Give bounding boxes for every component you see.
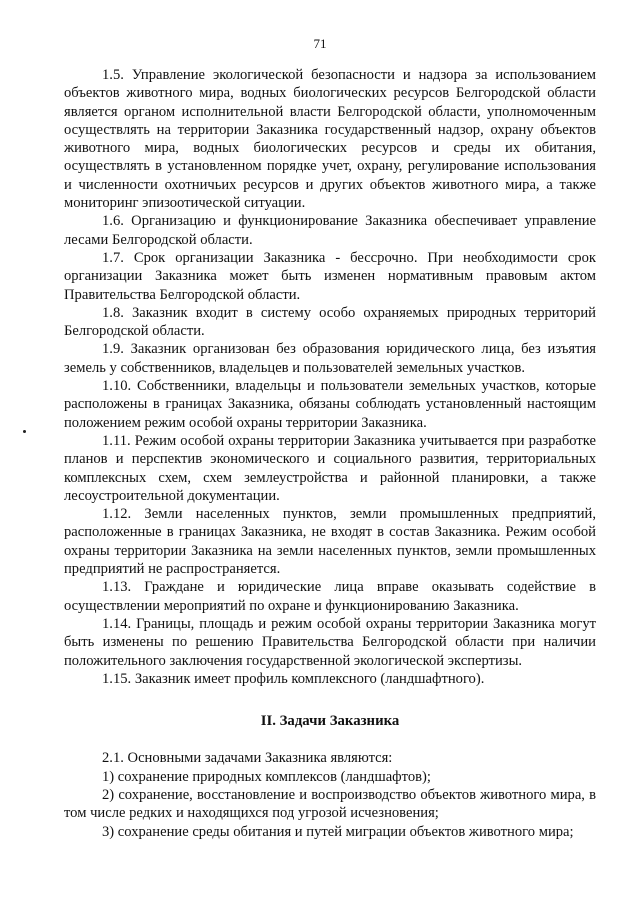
paragraph-1-5: 1.5. Управление экологической безопасности и надзора за использованием объектов животного мира, водных биологических ресурсов Белгородской области является органом исполнительной власти Белгородской области, уполномоченным осуществлять на территории Заказника государственный надзор, охрану объектов животного мира, водных биологических ресурсов и среды их обитания, осуществлять в установленном порядке учет, охрану, регулирование использования и численности охотничьих ресурсов и других объектов животного мира, а также мониторинг эпизоотической ситуации. [64,67,596,212]
paragraph-1-10: 1.10. Собственники, владельцы и пользователи земельных участков, которые расположены в границах Заказника, обязаны соблюдать установленный настоящим положением режим особой охраны территории Заказника. [64,378,596,431]
paragraph-1-15: 1.15. Заказник имеет профиль комплексного (ландшафтного). [102,670,485,687]
list-item-3: 3) сохранение среды обитания и путей миграции объектов животного мира; [102,823,574,840]
paragraph-1-13: 1.13. Граждане и юридические лица вправе оказывать содействие в осуществлении мероприятий по охране и функционированию Заказника. [64,579,596,614]
paragraph-1-8: 1.8. Заказник входит в систему особо охраняемых природных территорий Белгородской области. [64,304,596,340]
document-body [64,66,596,841]
paragraph-1-11: 1.11. Режим особой охраны территории Заказника учитывается при разработке планов и перспектив экономического и социального развития, территориальных комплексных схем, схем землеустройства и районной планировки, а также лесоустроительной документации. [64,432,596,504]
margin-mark [23,430,26,433]
section-heading: II. Задачи Заказника [260,713,400,730]
paragraph-1-9: 1.9. Заказник организован без образования юридического лица, без изъятия земель у собственников, владельцев и пользователей земельных участков. [64,341,596,376]
paragraph-1-14: 1.14. Границы, площадь и режим особой охраны территории Заказника могут быть изменены по решению Правительства Белгородской области при наличии положительного заключения государственной экологической экспертизы. [64,615,596,669]
paragraph-1-12: 1.12. Земли населенных пунктов, земли промышленных предприятий, расположенные в границах Заказника, не входят в состав Заказника. Режим особой охраны территории Заказника на земли населенных пунктов, земли промышленных предприятий не распространяется. [64,506,596,578]
list-item-2: 2) сохранение, восстановление и воспроизводство объектов животного мира, в том числе редких и находящихся под угрозой исчезновения; [64,786,596,822]
paragraph-1-7: 1.7. Срок организации Заказника - бессрочно. При необходимости срок организации Заказника может быть изменен нормативным правовым актом Правительства Белгородской области. [64,249,596,303]
paragraph-2-1: 2.1. Основными задачами Заказника являются: [102,750,393,767]
page-number: 71 [313,36,327,51]
list-item-1: 1) сохранение природных комплексов (ландшафтов); [102,768,431,785]
paragraph-1-6: 1.6. Организацию и функционирование Заказника обеспечивает управление лесами Белгородской области. [64,213,596,248]
